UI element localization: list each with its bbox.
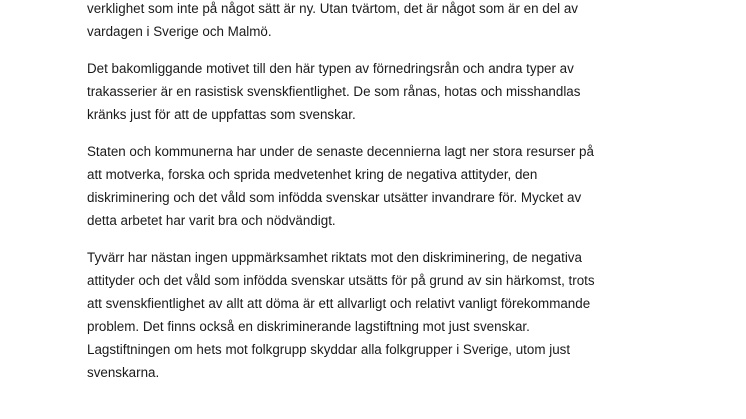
text-line: diskriminering och det våld som infödda svenskar utsätter invandrare för. Mycket av — [87, 190, 582, 205]
document-body — [87, 0, 677, 398]
paragraph-2 — [87, 57, 677, 126]
text-line: svenskarna. — [87, 365, 160, 380]
text-line: att motverka, forska och sprida medvetenhet kring de negativa attityder, den — [87, 167, 538, 182]
text-line: Tyvärr har nästan ingen uppmärksamhet riktats mot den diskriminering, de negativa — [87, 250, 582, 265]
text-line: attityder och det våld som infödda svenskar utsätts för på grund av sin härkomst, trots — [87, 273, 595, 288]
text-line: detta arbetet har varit bra och nödvändigt. — [87, 213, 336, 228]
text-line: Det bakomliggande motivet till den här typen av förnedringsrån och andra typer av — [87, 61, 574, 76]
text-line: att svenskfientlighet av allt att döma är ett allvarligt och relativt vanligt förekommande — [87, 296, 591, 311]
paragraph-4 — [87, 246, 677, 384]
text-line: Staten och kommunerna har under de senaste decennierna lagt ner stora resurser på — [87, 144, 594, 159]
text-line: verklighet som inte på något sätt är ny. Utan tvärtom, det är något som är en del av — [87, 1, 578, 16]
paragraph-3 — [87, 140, 677, 232]
paragraph-1 — [87, 0, 677, 43]
text-line: trakasserier är en rasistisk svenskfientlighet. De som rånas, hotas och misshandlas — [87, 84, 581, 99]
text-line: problem. Det finns också en diskriminerande lagstiftning mot just svenskar. — [87, 319, 530, 334]
text-line: Lagstiftningen om hets mot folkgrupp skyddar alla folkgrupper i Sverige, utom just — [87, 342, 571, 357]
text-line: kränks just för att de uppfattas som svenskar. — [87, 107, 356, 122]
text-line: vardagen i Sverige och Malmö. — [87, 24, 272, 39]
